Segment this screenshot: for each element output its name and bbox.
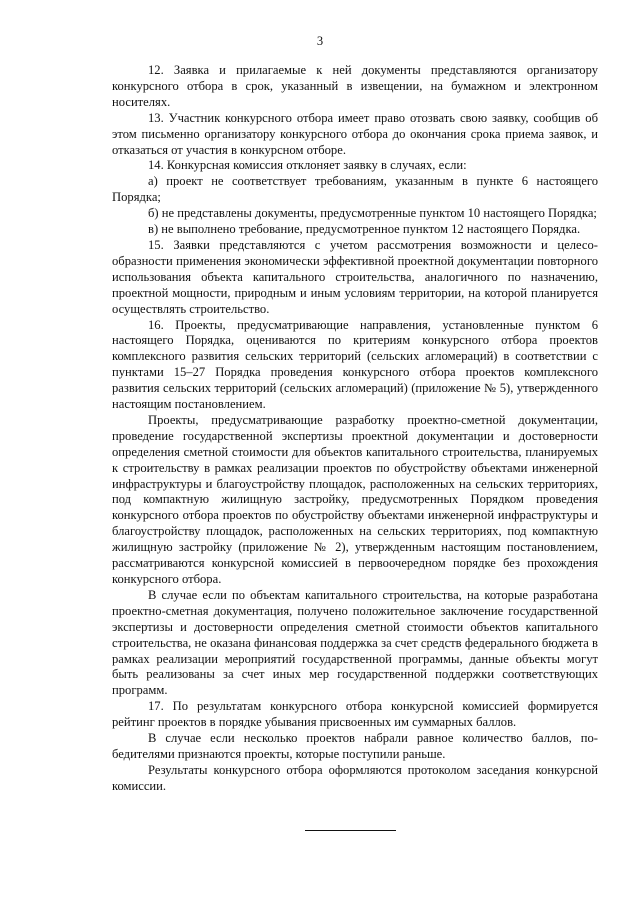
paragraph-15: 15. Заявки представляются с учетом рассмотрения возможности и целесообразности применения экономически эффективной проектной документации повторного использования объекта капитального строительства, аналогичного по назначению, проектной мощности, природным и иным условиям территории, на которой планируется осуществлять строительство. (112, 237, 598, 316)
paragraph-14-b: б) не представлены документы, предусмотренные пунктом 10 настоящего Порядка; (148, 206, 597, 221)
end-separator-line (305, 830, 396, 831)
paragraph-12: 12. Заявка и прилагаемые к ней документы представляются организатору конкурсного отбора в срок, указанный в извещении, на бумажном и электронном носителях. (112, 63, 598, 109)
paragraph-16: 16. Проекты, предусматривающие направления, установленные пунктом 6 настоящего Порядка, оцениваются по критериям конкурсного отбора проектов комплексного развития сельских территорий (сельских агломераций) в соответствии с пунктами 15–27 Порядка проведения конкурсного отбора проектов комплексного развития сельских территорий (сельских агломераций) (приложение № 5), утвержденного настоящим постановлением. (112, 317, 598, 412)
document-body (112, 63, 598, 795)
paragraph-17-equal-score: В случае если несколько проектов набрали равное количество баллов, победителями признаются проекты, которые поступили раньше. (112, 731, 598, 761)
paragraph-14: 14. Конкурсная комиссия отклоняет заявку в случаях, если: (148, 158, 467, 173)
paragraph-14-a: а) проект не соответствует требованиям, указанным в пункте 6 настоящего Порядка; (112, 174, 598, 205)
paragraph-13: 13. Участник конкурсного отбора имеет право отозвать свою заявку, сообщив об этом письменно организатору конкурсного отбора до окончания срока приема заявок, и отказаться от участия в конкурсном отборе. (112, 110, 598, 157)
paragraph-16-projects: Проекты, предусматривающие разработку проектно-сметной документации, проведение государственной экспертизы проектной документации и достоверности определения сметной стоимости для объектов капитального строительства, планируемых к строительству в рамках реализации проектов по обустройству объектами инженерной инфраструктуры и благоустройству площадок, расположенных на сельских территориях, под компактную жилищную застройку, предусмотренных Порядком проведения конкурсного отбора проектов по обустройству объектами инженерной инфраструктуры и благоустройству площадок, расположенных на сельских территориях, под компактную жилищную застройку (приложение № 2), утвержденным настоящим постановлением, рассматриваются конкурсной комиссией в первоочередном порядке без прохождения конкурсного отбора. (112, 412, 598, 586)
paragraph-17: 17. По результатам конкурсного отбора конкурсной комиссией формируется рейтинг проектов в порядке убывания присвоенных им суммарных баллов. (112, 699, 598, 730)
paragraph-results: Результаты конкурсного отбора оформляются протоколом заседания конкурсной комиссии. (112, 762, 598, 793)
paragraph-14-v: в) не выполнено требование, предусмотренное пунктом 12 настоящего Порядка. (148, 222, 581, 237)
paragraph-16-case: В случае если по объектам капитального строительства, на которые разработана проектно-сметная документация, получено положительное заключение государственной экспертизы и достоверности определения сметной стоимости объектов капитального строительства, не оказана финансовая поддержка за счет средств федерального бюджета в рамках реализации мероприятий государственной программы, данные объекты могут быть реализованы за счет иных мер государственной поддержки соответствующих программ. (112, 587, 598, 698)
page-number: 3 (316, 34, 324, 48)
